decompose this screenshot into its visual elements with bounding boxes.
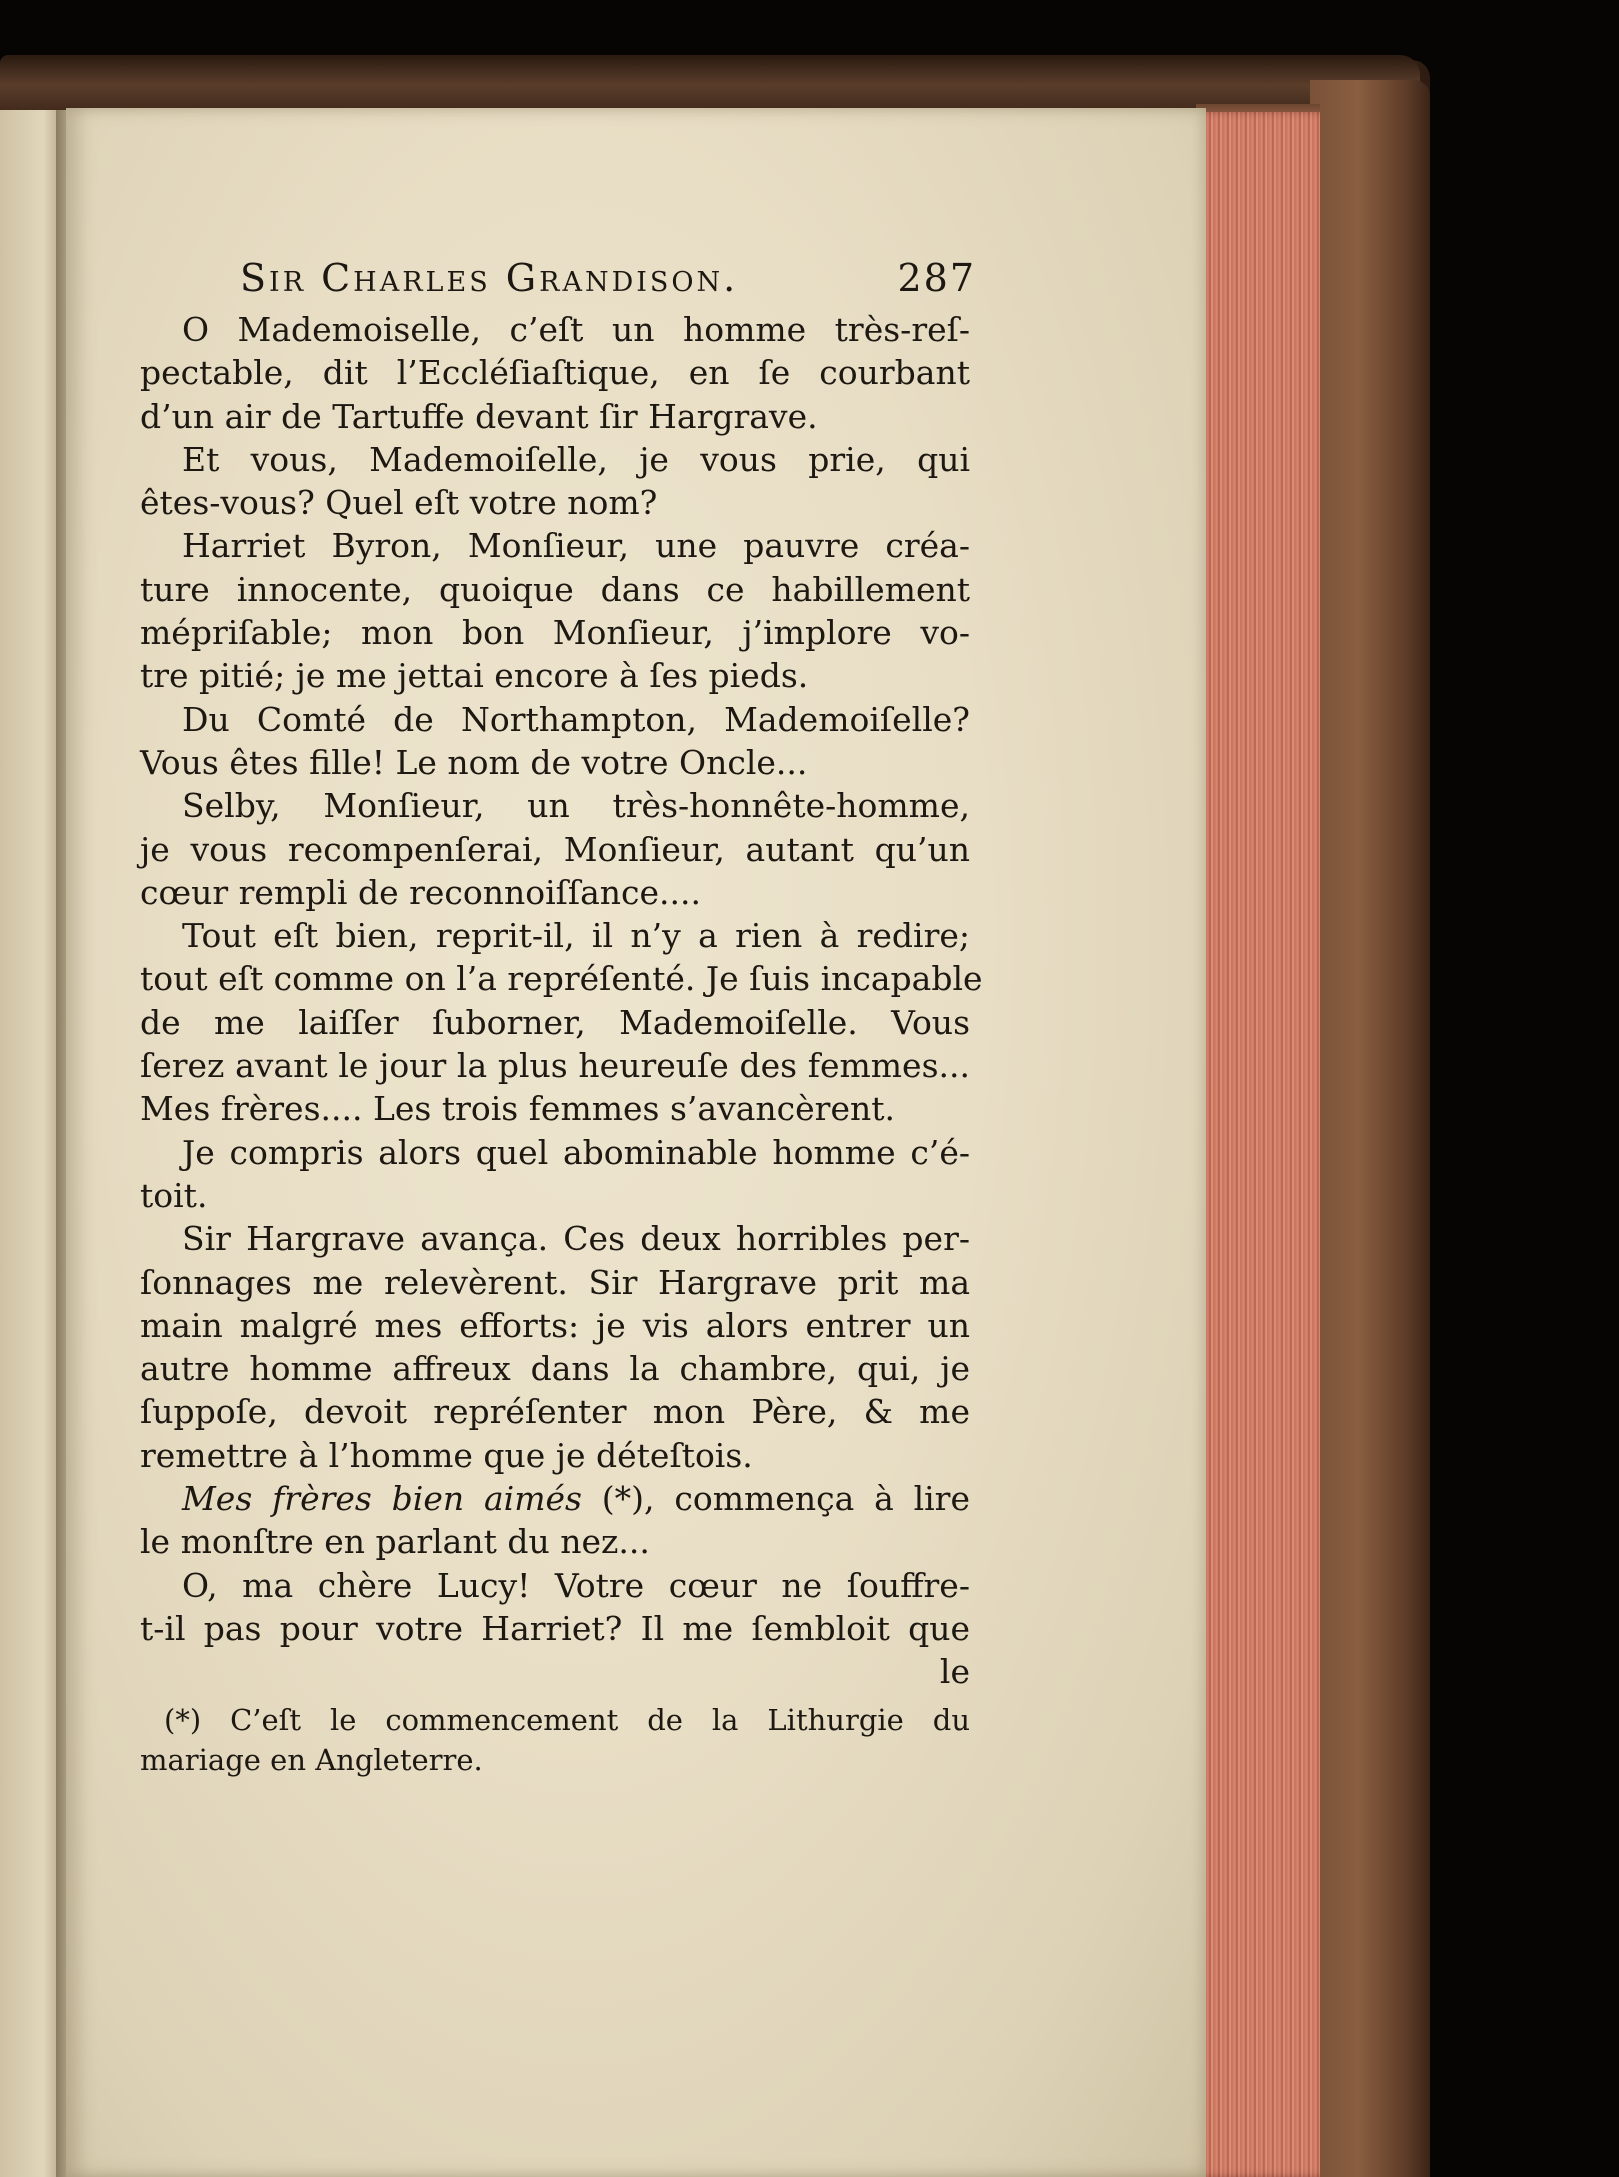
text-line: autre homme affreux dans la chambre, qui, je	[140, 1349, 970, 1389]
text-line: Je compris alors quel abominable homme c’é-	[182, 1132, 970, 1172]
red-page-edges	[1196, 112, 1320, 2177]
text-line: de me laiſſer ſuborner, Mademoiſelle. Vous	[140, 1002, 970, 1042]
text-line: d’un air de Tartuffe devant ſir Hargrave.	[140, 396, 818, 436]
text-line: O, ma chère Lucy! Votre cœur ne ſouffre-	[182, 1565, 970, 1605]
text-line: Selby, Monſieur, un très-honnête-homme,	[182, 786, 970, 826]
text-line: remettre à l’homme que je déteſtois.	[140, 1435, 753, 1475]
text-line: ture innocente, quoique dans ce habillement	[140, 569, 970, 609]
running-head-title: Sir Charles Grandison.	[240, 256, 739, 300]
text-line: ſerez avant le jour la plus heureuſe des femmes...	[140, 1046, 970, 1086]
text-line: mépriſable; mon bon Monſieur, j’implore vo-	[140, 613, 970, 653]
text-line: Harriet Byron, Monſieur, une pauvre créa-	[182, 526, 970, 566]
text-line: ſuppoſe, devoit repréſenter mon Père, & me	[140, 1392, 970, 1432]
text-line: cœur rempli de reconnoiſſance....	[140, 872, 701, 912]
text-line: O Mademoiselle, c’eſt un homme très-reſ-	[182, 310, 970, 349]
text-line: Vous êtes fille! Le nom de votre Oncle...	[140, 742, 808, 782]
text-line: pectable, dit l’Eccléſiaſtique, en ſe courbant	[140, 353, 970, 393]
text-line: tout eſt comme on l’a repréſenté. Je ſuis incapable	[140, 959, 983, 999]
text-line: le monſtre en parlant du nez...	[140, 1522, 650, 1562]
italic-phrase: Mes frères bien aimés	[182, 1479, 582, 1519]
book-spine-edge	[1310, 80, 1430, 2177]
text-line-mixed	[140, 1477, 970, 1520]
text-line: Tout eſt bien, reprit-il, il n’y a rien à redire;	[182, 916, 970, 956]
text-span: (*), commença à lire	[601, 1479, 970, 1519]
text-line: tre pitié; je me jettai encore à ſes pieds.	[140, 656, 809, 696]
text-line: main malgré mes efforts: je vis alors entrer un	[140, 1305, 970, 1345]
text-line: Sir Hargrave avança. Ces deux horribles per-	[182, 1219, 970, 1259]
page-number: 287	[897, 256, 976, 300]
footnote	[140, 1700, 970, 1780]
text-line: Et vous, Mademoiſelle, je vous prie, qui	[182, 439, 970, 479]
catchword: le	[939, 1652, 970, 1692]
page-text	[140, 252, 983, 1780]
text-line: je vous recompenſerai, Monſieur, autant qu’un	[140, 829, 970, 869]
text-line: ſonnages me relevèrent. Sir Hargrave prit ma	[140, 1262, 970, 1302]
text-line: toit.	[140, 1175, 208, 1215]
running-head	[140, 252, 976, 308]
footnote-line: (*) C’eſt le commencement de la Lithurgie du	[164, 1702, 970, 1737]
footnote-line: mariage en Angleterre.	[140, 1742, 483, 1777]
text-line: êtes-vous? Quel eſt votre nom?	[140, 483, 658, 523]
text-line: Du Comté de Northampton, Mademoiſelle?	[182, 699, 970, 739]
facing-page-edge	[0, 110, 62, 2177]
text-line: Mes frères.... Les trois femmes s’avancèrent.	[140, 1089, 895, 1129]
text-line: t-il pas pour votre Harriet? Il me ſembloit que	[140, 1608, 970, 1648]
